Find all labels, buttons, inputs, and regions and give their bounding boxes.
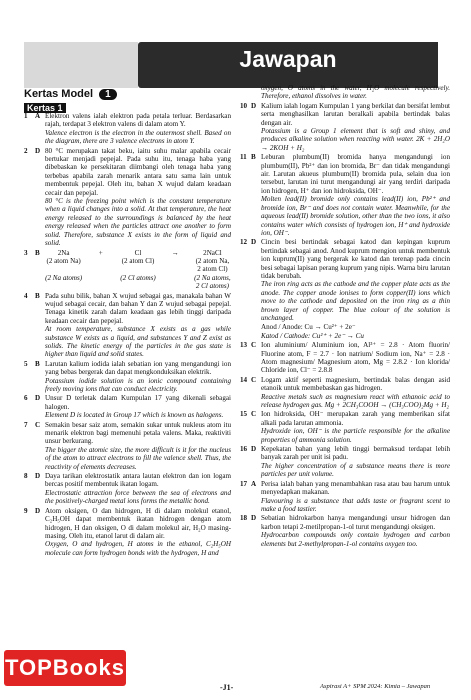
left-answer-item	[24, 360, 231, 394]
right-answer-item	[240, 480, 450, 514]
equation-cell	[157, 274, 194, 291]
question-number: 16	[240, 445, 248, 454]
right-answer-item	[240, 341, 450, 375]
section-heading	[24, 88, 224, 100]
explanation-english: Oxygen, O and hydrogen, H atoms in the ethanol, C₂H₅OH molecule can form hydrogen bonds with the hydrogen, H and	[45, 540, 231, 557]
right-answer-item	[240, 410, 450, 444]
explanation-english: The bigger the atomic size, the more difficult is it for the nucleus of the atom to attract electrons to fill the valence shell. Thus, the reactivity of elements decreases.	[45, 445, 231, 471]
explanation-english: The iron ring acts as the cathode and the copper plate acts as the anode. The copper anode ionises to form copper(II) ions which move to the cathode and deposited on the iron ring as a thin brown layer of copper. The blue colour of the solution is unchanged.	[261, 280, 450, 322]
left-answer-item	[24, 394, 231, 419]
question-number: 2	[24, 146, 28, 155]
equation-cell: 2NaCl	[203, 248, 222, 257]
page-number: -J1-	[220, 683, 234, 692]
answer-body	[45, 292, 231, 359]
answer-letter: C	[35, 420, 41, 429]
answer-body	[261, 480, 450, 514]
answer-letter: B	[35, 248, 40, 257]
right-answer-item	[240, 238, 450, 322]
explanation-malay: Semakin besar saiz atom, semakin sukar untuk nukleus atom itu menarik elektron bagi memenuhi petala valens. Maka, reaktiviti unsur berkurang.	[45, 420, 231, 446]
answer-letter: D	[35, 472, 41, 481]
question-number: 8	[24, 472, 28, 481]
answer-letter: B	[35, 291, 40, 300]
equation-cell: (2 atom Cl)	[121, 256, 155, 265]
answer-body	[261, 341, 450, 375]
answer-body	[45, 421, 231, 471]
question-number: 5	[24, 359, 28, 368]
explanation-english: Electrostatic attraction force between the sea of electrons and the positively-charged metal ions forms the metallic bond.	[45, 488, 231, 506]
answer-body	[45, 472, 231, 506]
question-number: 11	[240, 153, 247, 162]
equation-cell: (2 Na atoms, 2 Cl atoms)	[194, 273, 231, 291]
explanation-english: Potassium is a Group 1 element that is soft and shiny, and produces alkaline solution when reacting with water. 2K + 2H₂O → 2KOH + H₂	[261, 127, 450, 152]
explanation-malay: Atom oksigen, O dan hidrogen, H di dalam molekul etanol, C₂H₅OH dapat membentuk ikatan hidrogen dengan atom hidrogen, H dan oksigen, O di dalam molekul air, H₂O masing-masing. Oleh itu, etanol larut di dalam air.	[45, 506, 231, 540]
answer-letter: A	[251, 479, 257, 488]
answer-body	[45, 394, 231, 419]
answer-body	[261, 102, 450, 152]
left-answer-item	[24, 292, 231, 359]
section-number-badge: 1	[99, 89, 117, 100]
answer-body	[261, 410, 450, 444]
answer-letter: C	[251, 410, 257, 419]
answer-letter: D	[251, 238, 257, 247]
equation-row	[45, 274, 231, 291]
left-answer-item	[24, 112, 231, 146]
question-number: 6	[24, 394, 28, 403]
question-number: 18	[240, 514, 248, 523]
answer-letter: A	[35, 112, 41, 120]
explanation-english: Molten lead(II) bromide only contains lead(II) ion, Pb²⁺ and bromide ion, Br⁻ and does not contain water. Meanwhile, for the aqueous lead(II) bromide solution, other than the two ions, it also contains water which consists of hydrogen ion, H⁺ and hydroxide ion, OH⁻.	[261, 195, 450, 237]
equation-block	[45, 249, 231, 291]
topbooks-logo: TOPBooks	[4, 650, 126, 686]
explanation-english: The higher concentration of a substance means there is more particles per unit volume.	[261, 461, 450, 479]
left-answer-item	[24, 472, 231, 506]
equation-cell: (2 atom Na)	[46, 256, 81, 265]
question-number: 1	[24, 112, 28, 120]
question-number: 12	[240, 238, 248, 247]
header-banner	[0, 0, 471, 96]
right-answer-item	[240, 84, 450, 101]
question-number: 7	[24, 420, 28, 429]
question-number	[240, 323, 251, 340]
answer-body	[261, 323, 450, 340]
section-title: Kertas Model	[24, 88, 94, 100]
equation-row	[45, 249, 231, 257]
page-title: Jawapan	[239, 46, 337, 72]
answer-body	[261, 514, 450, 548]
question-number: 17	[240, 479, 248, 488]
left-answer-item	[24, 421, 231, 471]
answer-body	[45, 147, 231, 248]
equation-cell: +	[98, 248, 103, 257]
equation-cell: 2Na	[57, 248, 70, 257]
question-number: 13	[240, 341, 248, 350]
answer-letter: D	[35, 146, 41, 155]
right-answer-item	[240, 323, 450, 340]
question-number: 3	[24, 248, 28, 257]
explanation-malay: Daya tarikan elektrostatik antara lautan elektron dan ion logam bercas positif membentuk ikatan logam.	[45, 472, 231, 489]
explanation-english: Hydrocarbon compounds only contain hydrogen and carbon elements but 2-methylpropan-1-ol contains oxygen too.	[261, 531, 450, 548]
answer-letter	[251, 323, 261, 340]
right-answer-item	[240, 153, 450, 237]
answer-letter: D	[251, 514, 257, 523]
equation-cell: →	[171, 248, 179, 257]
answer-body	[261, 445, 450, 479]
answer-body	[261, 153, 450, 237]
answer-letter: B	[35, 359, 40, 368]
question-number: 14	[240, 375, 248, 384]
explanation-malay: Unsur D terletak dalam Kumpulan 17 yang dikenali sebagai halogen.	[45, 394, 231, 411]
equation-cell: (2 atom Na, 2 atom Cl)	[195, 256, 230, 274]
explanation-english: Element D is located in Group 17 which is known as halogens.	[45, 411, 224, 420]
banner-grey-block	[24, 42, 138, 88]
explanation-english: Valence electron is the electron in the outermost shell. Based on the diagram, there are 3 valence electrons in atom Y.	[45, 128, 231, 146]
explanation-english: Reactive metals such as magnesium react with ethanoic acid to release hydrogen gas. Mg + 2CH₃COOH → (CH₃COO)₂Mg + H₂	[261, 392, 450, 410]
explanation-english: Flavouring is a substance that adds taste or fragrant scent to make a food tastier.	[261, 496, 450, 513]
explanation-malay: Anod / Anode: Cu → Cu²⁺ + 2e⁻	[261, 323, 356, 332]
explanation-malay: Perisa ialah bahan yang menambahkan rasa atau bau harum untuk menyedapkan makanan.	[261, 479, 450, 497]
answer-letter: D	[251, 445, 257, 454]
answer-body	[261, 84, 450, 101]
explanation-malay: Logam aktif seperti magnesium, bertindak balas dengan asid etanoik untuk membebaskan gas hidrogen.	[261, 375, 450, 393]
explanation-english: 80 °C is the freezing point which is the constant temperature when a liquid changes into a solid. At that temperature, the heat energy released to the surroundings is balanced by the heat energy released when the particles attract one another to form solid. Therefore, substance X exists in the form of liquid and solid.	[45, 197, 231, 248]
explanation-malay: Kalium ialah logam Kumpulan 1 yang berkilat dan bersifat lembut serta menghasilkan larutan beralkali apabila bertindak balas dengan air.	[261, 101, 450, 127]
answer-body	[45, 507, 231, 557]
equation-cell	[82, 257, 119, 274]
answer-letter: D	[251, 101, 257, 110]
explanation-malay: Leburan plumbum(II) bromida hanya mengandungi ion plumbum(II), Pb²⁺ dan ion bromida, Br⁻ dan tidak mengandungi air. Larutan akueus plumbum(II) bromida pula, selain dua ion tersebut, larutan ini turut mengandungi air yang terdiri daripada ion hidrogen, H⁺ dan ion hidroksida, OH⁻.	[261, 153, 450, 195]
explanation-english: Katod / Cathode: Cu²⁺ + 2e⁻ → Cu	[261, 331, 364, 340]
equation-cell: (2 Cl atoms)	[120, 273, 156, 282]
left-column	[24, 112, 231, 558]
explanation-malay: Ion hidroksida, OH⁻ merupakan zarah yang memberikan sifat alkali pada larutan ammonia.	[261, 410, 450, 427]
question-number: 10	[240, 101, 248, 110]
kertas-tag: Kertas 1	[24, 103, 66, 113]
question-number	[240, 84, 251, 101]
answer-body	[45, 360, 231, 394]
left-answer-item	[24, 249, 231, 291]
answer-letter: C	[251, 341, 257, 350]
explanation-english: At room temperature, substance X exists as a gas while substance W exists as a liquid, and substances Y and Z exist as solids. The kinetic energy of the particles in the gas state is higher than liquid and solid states.	[45, 325, 231, 359]
answer-letter: C	[251, 375, 257, 384]
explanation-english: Hydroxide ion, OH⁻ is the particle responsible for the alkaline properties of ammonia solution.	[261, 427, 450, 444]
explanation-english: oxygen, O atoms in the water, H₂O molecule respectively. Therefore, ethanol dissolves in water.	[261, 84, 450, 101]
right-column	[240, 84, 450, 549]
answer-letter	[251, 84, 261, 101]
left-answer-item	[24, 147, 231, 248]
explanation-malay: Pada suhu bilik, bahan X wujud sebagai gas, manakala bahan W wujud sebagai cecair, dan bahan Y dan Z wujud sebagai pepejal. Tenaga kinetik zarah dalam keadaan gas lebih tinggi daripada keadaan cecair dan pepejal.	[45, 291, 231, 325]
equation-cell: (2 Na atoms)	[45, 273, 83, 282]
question-number: 4	[24, 291, 28, 300]
explanation-malay: Cincin besi bertindak sebagai katod dan kepingan kuprum bertindak sebagai anod. Anod kuprum mengion untuk membentuk ion kuprum(II) yang bergerak ke katod dan terenap pada cincin besi sebagai lapisan perang kuprum yang nipis. Warna biru larutan tidak berubah.	[261, 238, 450, 280]
equation-cell	[82, 274, 119, 291]
question-number: 15	[240, 410, 248, 419]
right-answer-item	[240, 445, 450, 479]
answer-body	[261, 238, 450, 322]
book-title: Aspirasi A+ SPM 2024: Kimia – Jawapan	[320, 683, 431, 690]
answer-letter: D	[35, 506, 41, 515]
explanation-malay: Ion aluminium/ Aluminium ion, Al³⁺ = 2.8 · Atom fluorin/ Fluorine atom, F = 2.7 · Ion natrium/ Sodium ion, Na⁺ = 2.8 · Atom magnesium/ Magnesium atom, Mg = 2.8.2 · Ion klorida/ Chloride ion, Cl⁻ = 2.8.8	[261, 341, 450, 375]
right-answer-item	[240, 376, 450, 410]
answer-letter: B	[251, 153, 256, 162]
explanation-malay: Elektron valens ialah elektron pada petala terluar. Berdasarkan rajah, terdapat 3 elektron valens di dalam atom Y.	[45, 112, 231, 129]
equation-row	[45, 257, 231, 274]
right-answer-item	[240, 514, 450, 548]
explanation-malay: Kepekatan bahan yang lebih tinggi bermaksud terdapat lebih banyak zarah per unit isi padu.	[261, 445, 450, 462]
explanation-malay: Sebatian hidrokarbon hanya mengandungi unsur hidrogen dan karbon tetapi 2-metilpropan-1-ol turut mengandungi oksigen.	[261, 514, 450, 531]
equation-cell	[157, 257, 194, 274]
equation-cell: Cl	[134, 248, 142, 257]
question-number: 9	[24, 506, 28, 515]
explanation-malay: Larutan kalium iodida ialah sebatian ion yang mengandungi ion yang bebas bergerak dan dapat mengkonduksikan elektrik.	[45, 359, 231, 377]
answer-body	[261, 376, 450, 410]
left-answer-item	[24, 507, 231, 557]
answer-letter: D	[35, 394, 41, 403]
explanation-malay: 80 °C merupakan takat beku, iaitu suhu malar apabila cecair bertukar menjadi pepejal. Pada suhu itu, tenaga haba yang dibebaskan ke persekitaran diimbangi oleh tenaga haba yang terbebas apabila zarah menarik antara satu sama lain untuk membentuk pepejal. Oleh itu, bahan X wujud dalam keadaan cecair dan pepejal.	[45, 146, 231, 197]
explanation-english: Potassium iodide solution is an ionic compound containing freely moving ions that can conduct electricity.	[45, 376, 231, 393]
answer-body	[45, 112, 231, 146]
right-answer-item	[240, 102, 450, 152]
